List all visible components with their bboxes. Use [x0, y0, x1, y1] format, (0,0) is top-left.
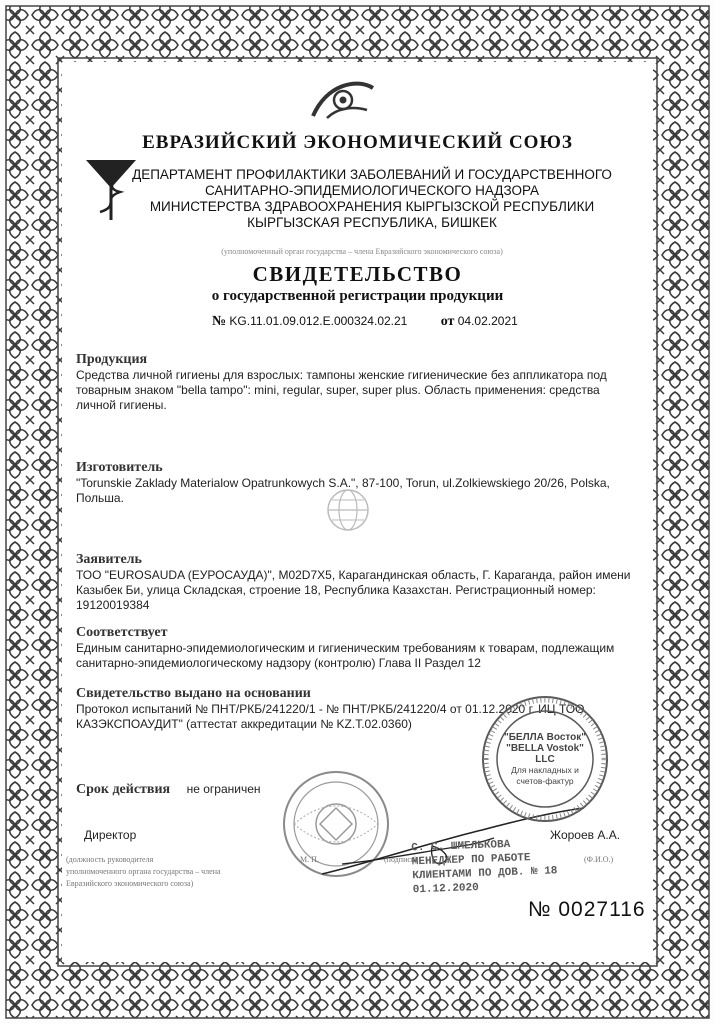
bella-vostok-seal	[480, 694, 610, 824]
department-line-1: ДЕПАРТАМЕНТ ПРОФИЛАКТИКИ ЗАБОЛЕВАНИЙ И ГОСУДАРСТВЕННОГО	[132, 167, 612, 182]
manufacturer-heading: Изготовитель	[76, 460, 163, 475]
seal-place-label: М. П.	[300, 855, 319, 864]
basis-heading: Свидетельство выдано на основании	[76, 686, 311, 701]
copy-stamp-line-3: КЛИЕНТАМИ ПО ДОВ. № 18	[412, 865, 558, 883]
manufacturer-text: "Torunskie Zaklady Materialow Opatrunkowych S.A.", 87-100, Torun, ul.Zolkiewskiego 20/26, Polska, Польша.	[76, 476, 610, 505]
bella-seal-line-5: счетов-фактур	[516, 776, 574, 786]
department-block	[102, 167, 642, 231]
bella-seal-text	[498, 732, 592, 787]
registration-line	[212, 314, 518, 330]
signer-name: Жороев А.А.	[550, 828, 621, 842]
applicant-text: ТОО "EUROSAUDA (ЕУРОСАУДА)", M02D7X5, Карагандинская область, Г. Караганда, район имени Казыбек Би, улица Складская, строение 18, Республика Казахстан. Регистрационный номер: 19120019384	[76, 568, 631, 612]
copy-stamp-line-2: МЕНЕДЖЕР ПО РАБОТЕ	[411, 852, 531, 869]
conformity-section	[76, 625, 634, 671]
product-text: Средства личной гигиены для взрослых: тампоны женские гигиенические без аппликатора под товарным знаком "bella tampo": mini, regular, super, super plus. Область применения: средства личной гигиены.	[76, 368, 607, 412]
validity-value: не ограничен	[186, 782, 261, 796]
certificate-title: СВИДЕТЕЛЬСТВО	[252, 262, 463, 286]
product-section	[76, 352, 634, 413]
authority-note: (уполномоченный орган государства – члена Евразийского экономического союза)	[221, 247, 503, 256]
form-serial-number: № 0027116	[528, 898, 646, 921]
registration-number: KG.11.01.09.012.E.000324.02.21	[229, 314, 408, 328]
union-title: ЕВРАЗИЙСКИЙ ЭКОНОМИЧЕСКИЙ СОЮЗ	[142, 132, 573, 153]
eaeu-logo	[307, 76, 377, 122]
product-heading: Продукция	[76, 352, 148, 367]
basis-text: Протокол испытаний № ПНТ/РКБ/241220/1 - № ПНТ/РКБ/241220/4 от 01.12.2020 г. ИЦ ТОО КАЗЭКСПОАУДИТ" (аттестат аккредитации № KZ.T.02.0360)	[76, 702, 585, 731]
registration-date: 04.02.2021	[457, 314, 518, 328]
role-footnote-line-2: уполномоченного органа государства – члена	[66, 867, 221, 876]
date-prefix: от	[440, 314, 455, 329]
role-footnote-line-1: (должность руководителя	[66, 855, 154, 864]
certificate-subtitle: о государственной регистрации продукции	[211, 288, 504, 304]
role-footnote	[66, 854, 221, 890]
copy-stamp-line-4: 01.12.2020	[412, 882, 479, 897]
number-prefix: №	[212, 314, 227, 329]
conformity-heading: Соответствует	[76, 625, 168, 640]
department-line-3: МИНИСТЕРСТВА ЗДРАВООХРАНЕНИЯ КЫРГЫЗСКОЙ РЕСПУБЛИКИ	[149, 199, 595, 214]
signature-label: (подпись)	[384, 855, 418, 864]
role-footnote-line-3: Евразийского экономического союза)	[66, 879, 194, 888]
conformity-text: Единым санитарно-эпидемиологическим и гигиеническим требованиям к товарам, подлежащим санитарно-эпидемиологическому надзору (контролю) Глава II Раздел 12	[76, 641, 615, 670]
fio-label: (Ф.И.О.)	[584, 855, 614, 864]
certificate-body	[62, 62, 653, 962]
bella-seal-line-2: "BELLA Vostok"	[506, 743, 584, 754]
signer-role: Директор	[84, 828, 137, 842]
applicant-heading: Заявитель	[76, 552, 142, 567]
bella-seal-line-1: "БЕЛЛА Восток"	[503, 732, 586, 743]
copy-certification-stamp	[411, 835, 603, 898]
applicant-section	[76, 552, 634, 613]
validity-heading: Срок действия	[76, 782, 171, 797]
validity-section	[76, 780, 261, 798]
globe-watermark-icon	[324, 486, 372, 534]
bella-seal-line-3: LLC	[535, 754, 555, 765]
bella-seal-line-4: Для накладных и	[511, 765, 579, 775]
copy-stamp-line-1: С. С. ШМЕЛЬКОВА	[411, 838, 511, 855]
department-line-2: САНИТАРНО-ЭПИДЕМИОЛОГИЧЕСКОГО НАДЗОРА	[204, 183, 540, 198]
department-line-4: КЫРГЫЗСКАЯ РЕСПУБЛИКА, БИШКЕК	[247, 215, 497, 230]
